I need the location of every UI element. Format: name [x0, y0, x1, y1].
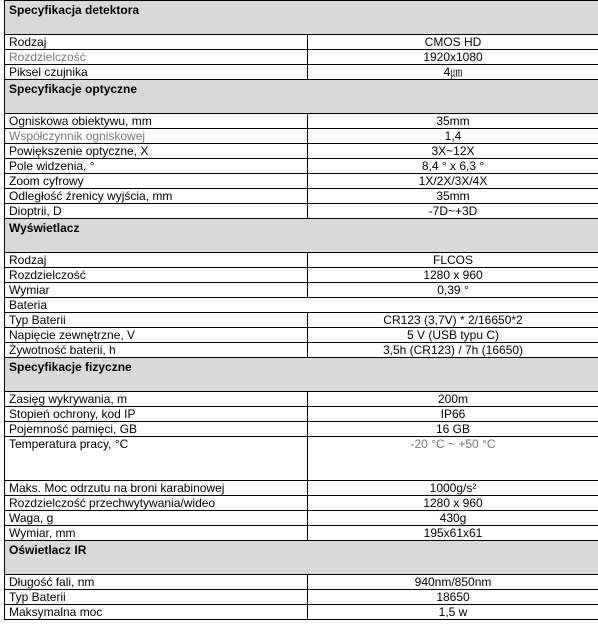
spec-value: 35mm — [308, 189, 598, 204]
spec-value: -20 °C ~ +50 °C — [308, 437, 598, 481]
table-row — [5, 283, 598, 298]
specification-table — [4, 0, 598, 620]
spec-label: Rozdzielczość — [5, 268, 308, 283]
spec-value: 1280 x 960 — [308, 268, 598, 283]
spec-label: Maks. Moc odrzutu na broni karabinowej — [5, 481, 308, 496]
table-row — [5, 590, 598, 605]
spec-value: IP66 — [308, 407, 598, 422]
table-row — [5, 575, 598, 590]
table-row — [5, 204, 598, 219]
spec-label: Odległość źrenicy wyjścia, mm — [5, 189, 308, 204]
table-row — [5, 343, 598, 358]
spec-label: Temperatura pracy, °C — [5, 437, 308, 481]
spec-label: Waga, g — [5, 511, 308, 526]
spec-label: Długość fali, nm — [5, 575, 308, 590]
table-row — [5, 298, 598, 313]
table-row — [5, 313, 598, 328]
spec-label: Zoom cyfrowy — [5, 174, 308, 189]
spec-label: Współczynnik ogniskowej — [5, 129, 308, 144]
table-row — [5, 159, 598, 174]
spec-value: 200m — [308, 392, 598, 407]
spec-value: 4㎛ — [308, 65, 598, 80]
section-title: Specyfikacje fizyczne — [5, 358, 598, 392]
spec-value: 35mm — [308, 114, 598, 129]
table-row — [5, 407, 598, 422]
spec-value: 5 V (USB typu C) — [308, 328, 598, 343]
table-row — [5, 50, 598, 65]
spec-value: 1,4 — [308, 129, 598, 144]
table-row — [5, 392, 598, 407]
spec-value: 195x61x61 — [308, 526, 598, 541]
spec-label: Rodzaj — [5, 35, 308, 50]
spec-label: Typ Baterii — [5, 590, 308, 605]
section-title: Oświetlacz IR — [5, 541, 598, 575]
table-row — [5, 189, 598, 204]
spec-label: Wymiar — [5, 283, 308, 298]
spec-value: CR123 (3,7V) * 2/16650*2 — [308, 313, 598, 328]
spec-label: Rodzaj — [5, 253, 308, 268]
spec-value: 16 GB — [308, 422, 598, 437]
spec-label: Wymiar, mm — [5, 526, 308, 541]
table-row — [5, 65, 598, 80]
spec-value: 0,39 ° — [308, 283, 598, 298]
table-row — [5, 605, 598, 620]
table-row — [5, 114, 598, 129]
spec-label: Rozdzielczość — [5, 50, 308, 65]
section-header — [5, 358, 598, 392]
table-row — [5, 496, 598, 511]
table-row — [5, 526, 598, 541]
spec-value: 940nm/850nm — [308, 575, 598, 590]
spec-label: Żywotność baterii, h — [5, 343, 308, 358]
spec-label: Maksymalna moc — [5, 605, 308, 620]
section-header — [5, 219, 598, 253]
spec-label: Powiększenie optyczne, X — [5, 144, 308, 159]
spec-value: 3X~12X — [308, 144, 598, 159]
section-header — [5, 1, 598, 35]
spec-label: Bateria — [5, 298, 598, 313]
table-row — [5, 253, 598, 268]
section-title: Specyfikacja detektora — [5, 1, 598, 35]
table-row — [5, 174, 598, 189]
table-row — [5, 328, 598, 343]
spec-value: 3,5h (CR123) / 7h (16650) — [308, 343, 598, 358]
table-row — [5, 268, 598, 283]
section-header — [5, 541, 598, 575]
table-row — [5, 481, 598, 496]
spec-value: 1280 x 960 — [308, 496, 598, 511]
spec-label: Typ Baterii — [5, 313, 308, 328]
spec-value: CMOS HD — [308, 35, 598, 50]
table-row — [5, 35, 598, 50]
table-row — [5, 437, 598, 481]
spec-value: 8,4 ° x 6,3 ° — [308, 159, 598, 174]
spec-value: 1,5 w — [308, 605, 598, 620]
spec-label: Dioptrii, D — [5, 204, 308, 219]
table-row — [5, 129, 598, 144]
spec-label: Pole widzenia, ° — [5, 159, 308, 174]
spec-label: Zasięg wykrywania, m — [5, 392, 308, 407]
spec-label: Ogniskowa obiektywu, mm — [5, 114, 308, 129]
spec-value: FLCOS — [308, 253, 598, 268]
section-header — [5, 80, 598, 114]
spec-label: Rozdzielczość przechwytywania/wideo — [5, 496, 308, 511]
spec-label: Piksel czujnika — [5, 65, 308, 80]
spec-label: Napięcie zewnętrzne, V — [5, 328, 308, 343]
spec-value: 430g — [308, 511, 598, 526]
spec-value: 1920x1080 — [308, 50, 598, 65]
spec-label: Stopień ochrony, kod IP — [5, 407, 308, 422]
spec-value: 1000g/s² — [308, 481, 598, 496]
table-row — [5, 511, 598, 526]
table-row — [5, 422, 598, 437]
spec-value: 1X/2X/3X/4X — [308, 174, 598, 189]
spec-value: 18650 — [308, 590, 598, 605]
table-row — [5, 144, 598, 159]
spec-label: Pojemność pamięci, GB — [5, 422, 308, 437]
section-title: Specyfikacje optyczne — [5, 80, 598, 114]
spec-value: -7D~+3D — [308, 204, 598, 219]
specification-table-body — [5, 1, 598, 620]
section-title: Wyświetlacz — [5, 219, 598, 253]
